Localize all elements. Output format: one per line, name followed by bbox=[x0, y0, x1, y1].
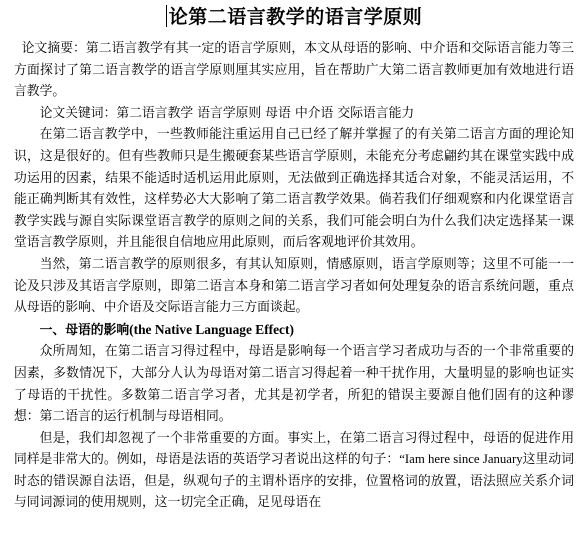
document-title bbox=[14, 4, 574, 34]
heading-cn: 一、母语的影响 bbox=[39, 322, 130, 338]
section-heading-1 bbox=[14, 319, 574, 342]
keywords-paragraph: 论文关键词：第二语言教学 语言学原则 母语 中介语 交际语言能力 bbox=[39, 105, 415, 121]
heading-en: (the Native Language Effect) bbox=[129, 321, 294, 337]
paragraph-4-quote: “Iam here since January bbox=[399, 452, 523, 467]
paragraph-4 bbox=[14, 428, 574, 514]
paragraph-4-text-a: 但是，我们却忽视了一个非常重要的方面。事实上，在第二语言习得过程中，母语的促进作用同样是非常大的。例如，母语是法语的英语学习者说出这样的句子： bbox=[14, 430, 574, 468]
paragraph-1: 在第二语言教学中，一些教师能注重运用自己已经了解并掌握了的有关第二语言方面的理论知识，这是很好的。但有些教师只是生搬硬套某些语言学原则，未能充分考虑翩约其在课堂实践中成功运用的因素，结果不能适时适机运用此原则，无法做到正确选择其适合对象，不能灵活运用，不能正确判断其有效性，这样势必大大影响了第二语言教学效果。倘若我们仔细观察和内化课堂语言教学实践与源自实际课堂语言教学的原则之间的关系，我们可能会明白为什么我们决定选择某一课堂语言教学原则，并且能很自信地应用此原则，而后客观地评价其效用。 bbox=[14, 127, 574, 251]
paragraph-4-text-b: 这里动词时态的错误源自法语，但是，纵观句子的主谓朴语序的安排，位置格词的放置，语法照应关系介词与同词源词的使用规则，这一切完全正确，足见母语在 bbox=[14, 452, 575, 511]
text-cursor bbox=[166, 5, 167, 27]
title-text: 论第二语言教学的语言学原则 bbox=[168, 6, 423, 28]
abstract-paragraph: 论文摘要：第二语言教学有其一定的语言学原则，本文从母语的影响、中介语和交际语言能力等三方面探讨了第二语言教学的语言学原则厘其实应用，旨在帮助广大第二语言教师更加有效地进行语言教学。 bbox=[14, 41, 574, 100]
paragraph-2: 当然，第二语言教学的原则很多，有其认知原则，情感原则，语言学原则等；这里不可能一一论及只涉及其语言学原则，即第二语言本身和第二语言学习者如何处理复杂的语言系统问题，重点从母语的影响、中介语及交际语言能力三方面谈起。 bbox=[14, 256, 574, 316]
paragraph-3: 众所周知，在第二语言习得过程中，母语是影响每一个语言学习者成功与否的一个非常重要的因素，多数情况下，大部分人认为母语对第二语言习得起着一种干扰作用，大量明显的影响也证实了母语的干扰性。多数第二语言学习者，尤其是初学者，所犯的错误主要源自他们固有的这种谬想：第二语言的运行机制与母语相同。 bbox=[14, 344, 574, 425]
